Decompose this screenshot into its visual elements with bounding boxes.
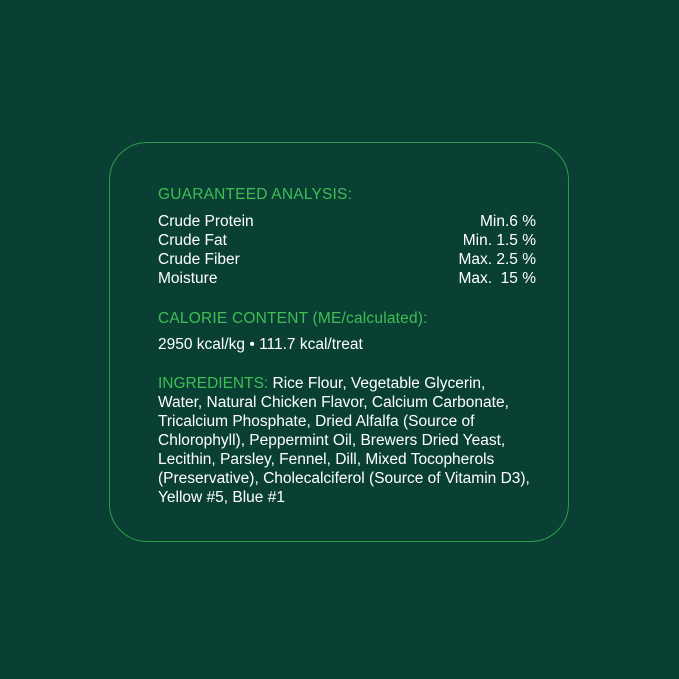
ingredients-heading: INGREDIENTS: bbox=[158, 375, 273, 393]
calorie-content-section bbox=[158, 310, 542, 355]
analysis-nutrient-value: Min. 1.5 % bbox=[462, 231, 536, 249]
analysis-nutrient-name: Crude Protein bbox=[158, 212, 254, 230]
table-row bbox=[158, 231, 542, 250]
analysis-nutrient-name: Crude Fiber bbox=[158, 250, 240, 268]
table-row bbox=[158, 269, 542, 288]
ingredients-text: Rice Flour, Vegetable Glycerin, Water, Natural Chicken Flavor, Calcium Carbonate, Tricalcium Phosphate, Dried Alfalfa (Source of Chlorophyll), Peppermint Oil, Brewers Dried Yeast, Lecithin, Parsley, Fennel, Dill, Mixed Tocopherols (Preservative), Cholecalciferol (Source of Vitamin D3), Yellow #5, Blue #1 bbox=[158, 375, 530, 507]
analysis-nutrient-name: Moisture bbox=[158, 269, 218, 287]
analysis-nutrient-value: Max. 2.5 % bbox=[458, 250, 536, 268]
analysis-nutrient-value: Max. 15 % bbox=[458, 269, 536, 287]
guaranteed-analysis-section bbox=[158, 186, 542, 288]
table-row bbox=[158, 250, 542, 269]
calorie-content-heading: CALORIE CONTENT (ME/calculated): bbox=[158, 309, 428, 327]
guaranteed-analysis-heading: GUARANTEED ANALYSIS: bbox=[158, 186, 353, 203]
panel-content bbox=[158, 186, 542, 507]
analysis-nutrient-value: Min.6 % bbox=[480, 212, 536, 230]
ingredients-paragraph bbox=[158, 374, 542, 507]
calorie-content-value: 2950 kcal/kg • 111.7 kcal/treat bbox=[158, 336, 363, 354]
table-row bbox=[158, 212, 542, 231]
nutrition-panel bbox=[109, 142, 569, 542]
ingredients-section bbox=[158, 374, 542, 507]
analysis-nutrient-name: Crude Fat bbox=[158, 231, 227, 249]
